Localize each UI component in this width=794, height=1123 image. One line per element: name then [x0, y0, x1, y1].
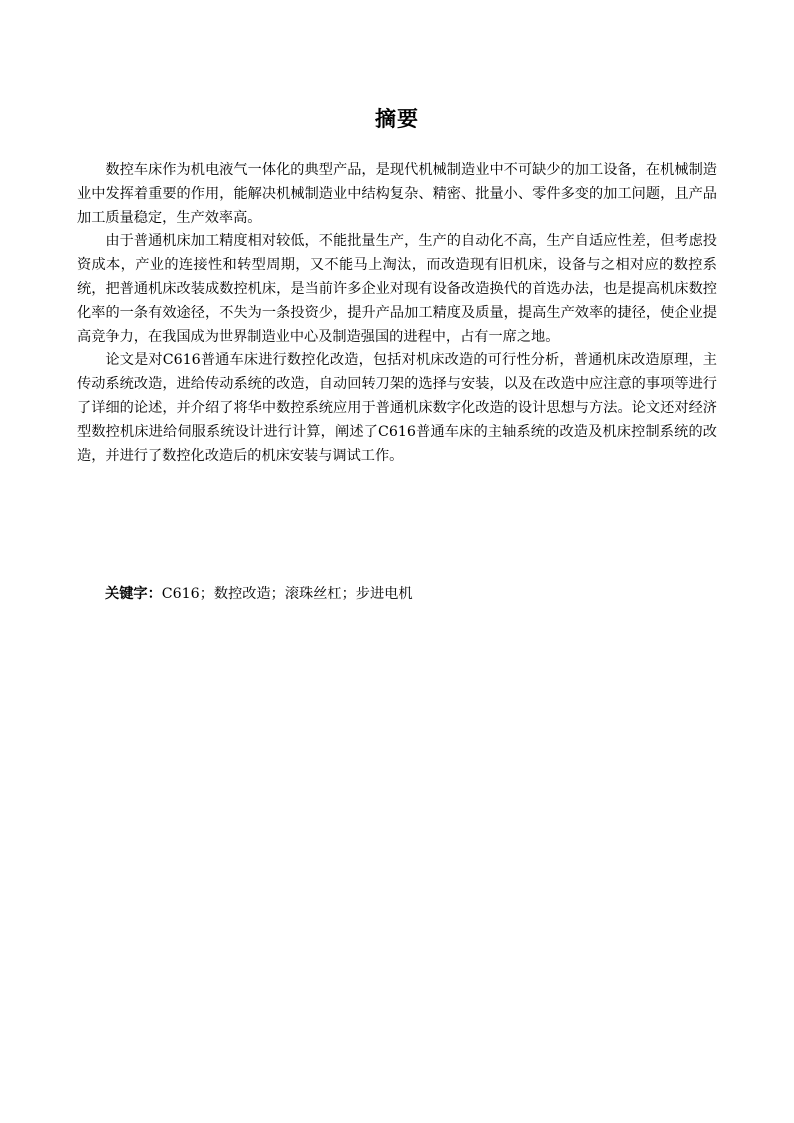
abstract-paragraph-2: 由于普通机床加工精度相对较低，不能批量生产，生产的自动化不高，生产自适应性差，但考虑投资成本，产业的连接性和转型周期，又不能马上淘汰，而改造现有旧机床，设备与之相对应的数控系统，把普通机床改装成数控机床，是当前许多企业对现有设备改造换代的首选办法，也是提高机床数控化率的一条有效途径，不失为一条投资少，提升产品加工精度及质量，提高生产效率的捷径，使企业提高竞争力，在我国成为世界制造业中心及制造强国的进程中，占有一席之地。 — [77, 233, 717, 345]
keywords-value: C616；数控改造；滚珠丝杠；步进电机 — [161, 586, 413, 602]
keywords-label: 关键字： — [105, 586, 162, 602]
page-title: 摘要 — [375, 107, 419, 131]
abstract-body — [77, 159, 717, 468]
abstract-paragraph-1: 数控车床作为机电液气一体化的典型产品，是现代机械制造业中不可缺少的加工设备，在机械制造业中发挥着重要的作用，能解决机械制造业中结构复杂、精密、批量小、零件多变的加工问题，且产品加工质量稳定，生产效率高。 — [77, 162, 717, 226]
keywords-line — [105, 583, 717, 607]
abstract-paragraph-3: 论文是对C616普通车床进行数控化改造，包括对机床改造的可行性分析，普通机床改造原理，主传动系统改造，进给传动系统的改造，自动回转刀架的选择与安装，以及在改造中应注意的事项等进行了详细的论述，并介绍了将华中数控系统应用于普通机床数字化改造的设计思想与方法。论文还对经济型数控机床进给伺服系统设计进行计算，阐述了C616普通车床的主轴系统的改造及机床控制系统的改造，并进行了数控化改造后的机床安装与调试工作。 — [77, 352, 717, 464]
